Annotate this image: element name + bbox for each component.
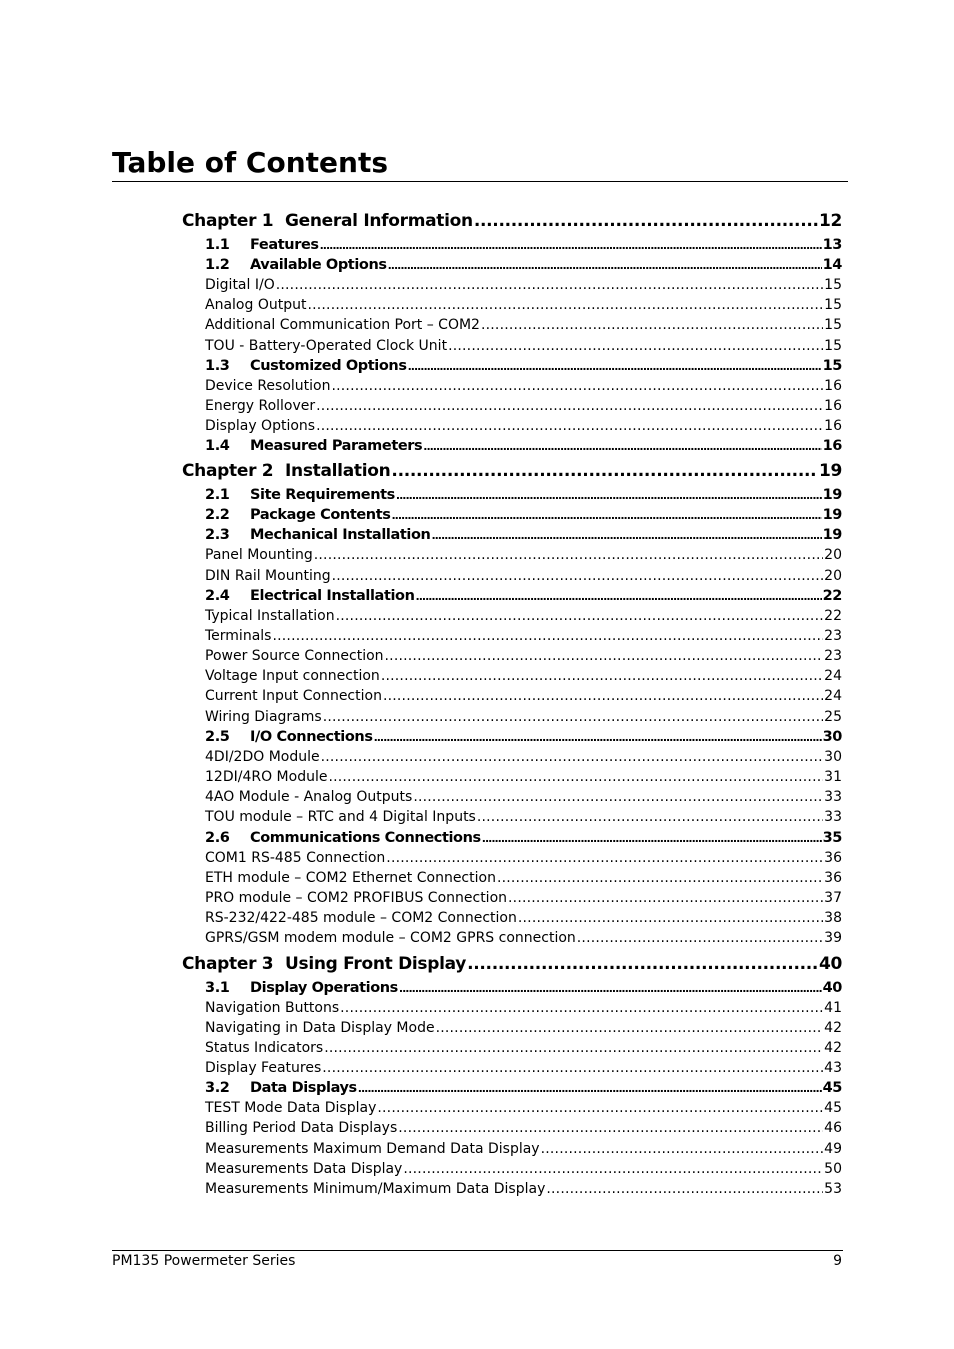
toc-dot-leader bbox=[272, 628, 823, 644]
toc-entry-label bbox=[182, 211, 473, 231]
toc-entry-page: 42 bbox=[824, 1019, 842, 1036]
toc-dot-leader bbox=[381, 668, 823, 684]
toc-entry-label bbox=[205, 297, 306, 313]
toc-entry-title: Communications Connections bbox=[250, 829, 481, 846]
toc-entry-sub[interactable] bbox=[205, 930, 842, 950]
toc-entry-page: 23 bbox=[824, 627, 842, 644]
toc-entry-label bbox=[205, 980, 398, 996]
toc-dot-leader bbox=[399, 982, 822, 995]
toc-entry-title: Display Features bbox=[205, 1060, 322, 1077]
toc-entry-sub[interactable] bbox=[205, 628, 842, 648]
toc-entry-label bbox=[205, 1040, 323, 1056]
toc-entry-title: Panel Mounting bbox=[205, 547, 313, 564]
toc-entry-label bbox=[205, 648, 384, 664]
toc-entry-page: 31 bbox=[824, 769, 842, 785]
toc-entry-label bbox=[205, 729, 373, 745]
toc-entry-page: 13 bbox=[822, 237, 842, 253]
toc-entry-title: Navigation Buttons bbox=[205, 999, 340, 1016]
toc-entry-label bbox=[205, 277, 275, 293]
toc-entry-title: Electrical Installation bbox=[250, 587, 415, 604]
toc-entry-label bbox=[205, 1020, 435, 1036]
toc-entry-page: 33 bbox=[824, 789, 842, 806]
toc-entry-label bbox=[205, 1161, 402, 1177]
toc-entry-page: 23 bbox=[824, 648, 842, 665]
toc-entry-page: 37 bbox=[824, 889, 842, 906]
toc-entry-label bbox=[205, 789, 412, 805]
toc-entry-page: 39 bbox=[824, 930, 842, 947]
toc-dot-leader bbox=[340, 1000, 823, 1016]
toc-entry-page: 16 bbox=[822, 438, 842, 455]
toc-entry-title: ETH module – COM2 Ethernet Connection bbox=[205, 869, 496, 886]
toc-entry-title: Features bbox=[250, 237, 319, 253]
toc-entry-label bbox=[205, 890, 507, 906]
toc-entry-page: 33 bbox=[824, 809, 842, 826]
toc-entry-sub[interactable] bbox=[205, 1060, 842, 1080]
toc-entry-title: GPRS/GSM modem module – COM2 GPRS connection bbox=[205, 930, 576, 947]
toc-entry-title: General Information bbox=[285, 211, 473, 231]
toc-dot-leader bbox=[416, 590, 822, 603]
toc-entry-page: 15 bbox=[824, 337, 842, 354]
toc-entry-label bbox=[205, 769, 327, 785]
toc-entry-sub[interactable] bbox=[205, 1020, 842, 1040]
toc-entry-label bbox=[205, 257, 387, 273]
toc-entry-chapter[interactable] bbox=[182, 461, 842, 487]
toc-entry-sub[interactable] bbox=[205, 277, 842, 297]
toc-entry-page: 16 bbox=[824, 397, 842, 414]
toc-entry-label bbox=[205, 237, 319, 253]
toc-entry-title: DIN Rail Mounting bbox=[205, 567, 331, 584]
toc-entry-section[interactable] bbox=[205, 1080, 842, 1100]
toc-dot-leader bbox=[546, 1181, 823, 1197]
toc-entry-section[interactable] bbox=[205, 507, 842, 527]
toc-entry-page: 19 bbox=[818, 461, 842, 482]
toc-entry-title: Voltage Input connection bbox=[205, 668, 380, 685]
footer-document-title: PM135 Powermeter Series bbox=[112, 1253, 296, 1269]
toc-entry-page: 49 bbox=[824, 1140, 842, 1157]
toc-entry-sub[interactable] bbox=[205, 789, 842, 809]
toc-entry-page: 46 bbox=[824, 1120, 842, 1137]
toc-entry-number: 1.2 bbox=[205, 257, 230, 273]
toc-entry-page: 30 bbox=[822, 728, 842, 745]
toc-entry-title: Data Displays bbox=[250, 1080, 357, 1097]
toc-entry-title: Package Contents bbox=[250, 507, 391, 524]
toc-entry-title: I/O Connections bbox=[250, 728, 373, 745]
toc-dot-leader bbox=[436, 1020, 824, 1036]
toc-entry-section[interactable] bbox=[205, 358, 842, 378]
toc-entry-sub[interactable] bbox=[205, 378, 842, 398]
toc-dot-leader bbox=[474, 211, 818, 231]
toc-dot-leader bbox=[332, 568, 824, 584]
toc-entry-title: Customized Options bbox=[250, 357, 407, 374]
toc-entry-title: Measurements Minimum/Maximum Data Display bbox=[205, 1181, 546, 1197]
toc-dot-leader bbox=[383, 688, 823, 704]
toc-dot-leader bbox=[391, 509, 821, 522]
toc-entry-title: Energy Rollover bbox=[205, 397, 316, 414]
toc-entry-section[interactable] bbox=[205, 980, 842, 1000]
toc-entry-title: Measured Parameters bbox=[250, 438, 423, 455]
toc-entry-title: Measurements Data Display bbox=[205, 1160, 403, 1177]
toc-entry-label bbox=[205, 930, 576, 946]
toc-entry-sub[interactable] bbox=[205, 809, 842, 829]
toc-entry-label bbox=[182, 954, 466, 974]
toc-dot-leader bbox=[323, 709, 823, 725]
toc-dot-leader bbox=[482, 832, 822, 845]
toc-entry-label bbox=[205, 438, 422, 454]
toc-entry-label bbox=[205, 378, 330, 394]
toc-entry-sub[interactable] bbox=[205, 648, 842, 668]
toc-entry-page: 38 bbox=[824, 910, 842, 927]
toc-entry-label bbox=[205, 668, 380, 684]
toc-entry-sub[interactable] bbox=[205, 890, 842, 910]
toc-entry-title: TEST Mode Data Display bbox=[205, 1100, 377, 1117]
toc-entry-label bbox=[205, 910, 517, 926]
toc-entry-section[interactable] bbox=[205, 257, 842, 277]
toc-entry-title: Display Operations bbox=[250, 979, 398, 996]
toc-entry-title: Device Resolution bbox=[205, 377, 331, 394]
toc-entry-label bbox=[205, 338, 447, 354]
toc-dot-leader bbox=[385, 648, 824, 664]
toc-dot-leader bbox=[377, 1100, 823, 1116]
toc-entry-section[interactable] bbox=[205, 830, 842, 850]
toc-entry-title: 4DI/2DO Module bbox=[205, 748, 320, 765]
toc-entry-number: 1.1 bbox=[205, 237, 230, 253]
toc-dot-leader bbox=[431, 529, 821, 542]
toc-entry-number: 2.1 bbox=[205, 487, 230, 504]
toc-entry-title: Display Options bbox=[205, 418, 316, 435]
toc-entry-page: 19 bbox=[822, 527, 842, 544]
toc-entry-label bbox=[205, 850, 385, 866]
toc-entry-page: 45 bbox=[824, 1100, 842, 1117]
page-title: Table of Contents bbox=[112, 146, 389, 179]
toc-entry-title: Analog Output bbox=[205, 297, 307, 314]
toc-entry-sub[interactable] bbox=[205, 297, 842, 317]
toc-entry-title: Measurements Maximum Demand Data Display bbox=[205, 1140, 540, 1157]
toc-entry-sub[interactable] bbox=[205, 1181, 842, 1201]
toc-entry-sub[interactable] bbox=[205, 749, 842, 769]
toc-entry-sub[interactable] bbox=[205, 1100, 842, 1120]
toc-dot-leader bbox=[497, 870, 823, 886]
toc-entry-title: Navigating in Data Display Mode bbox=[205, 1019, 435, 1036]
toc-entry-label bbox=[205, 809, 476, 825]
toc-dot-leader bbox=[321, 749, 824, 765]
toc-entry-section[interactable] bbox=[205, 527, 842, 547]
toc-entry-sub[interactable] bbox=[205, 547, 842, 567]
toc-entry-page: 15 bbox=[824, 277, 842, 293]
toc-entry-title: 12DI/4RO Module bbox=[205, 769, 328, 785]
toc-entry-page: 20 bbox=[824, 567, 842, 584]
toc-entry-page: 30 bbox=[824, 748, 842, 765]
toc-entry-number: Chapter 3 bbox=[182, 953, 274, 974]
toc-entry-sub[interactable] bbox=[205, 850, 842, 870]
toc-entry-page: 36 bbox=[824, 849, 842, 866]
toc-entry-sub[interactable] bbox=[205, 1040, 842, 1060]
toc-entry-title: TOU - Battery-Operated Clock Unit bbox=[205, 337, 448, 354]
toc-entry-label bbox=[205, 1181, 545, 1197]
toc-dot-leader bbox=[314, 547, 823, 563]
toc-entry-number: 2.4 bbox=[205, 587, 230, 604]
toc-entry-label bbox=[205, 830, 481, 846]
toc-entry-label bbox=[205, 1141, 540, 1157]
toc-dot-leader bbox=[388, 259, 822, 272]
toc-entry-label bbox=[205, 358, 407, 374]
toc-entry-title: TOU module – RTC and 4 Digital Inputs bbox=[205, 809, 476, 826]
toc-entry-label bbox=[205, 568, 331, 584]
toc-dot-leader bbox=[467, 954, 818, 974]
toc-dot-leader bbox=[396, 489, 822, 502]
toc-entry-page: 16 bbox=[824, 377, 842, 394]
toc-dot-leader bbox=[481, 317, 823, 333]
toc-entry-section[interactable] bbox=[205, 487, 842, 507]
toc-dot-leader bbox=[477, 809, 823, 825]
toc-entry-label bbox=[205, 709, 322, 725]
toc-entry-sub[interactable] bbox=[205, 317, 842, 337]
toc-entry-title: Status Indicators bbox=[205, 1039, 324, 1056]
toc-entry-label bbox=[205, 870, 496, 886]
toc-entry-chapter[interactable] bbox=[182, 954, 842, 980]
footer-page-number: 9 bbox=[833, 1253, 842, 1269]
toc-entry-sub[interactable] bbox=[205, 1120, 842, 1140]
toc-dot-leader bbox=[316, 418, 823, 434]
toc-entry-page: 45 bbox=[822, 1080, 842, 1097]
toc-entry-page: 42 bbox=[824, 1039, 842, 1056]
toc-dot-leader bbox=[276, 277, 823, 293]
toc-entry-sub[interactable] bbox=[205, 910, 842, 930]
toc-entry-page: 43 bbox=[824, 1060, 842, 1077]
toc-entry-title: Typical Installation bbox=[205, 607, 335, 624]
toc-entry-page: 14 bbox=[822, 257, 842, 273]
toc-entry-label bbox=[205, 608, 335, 624]
toc-dot-leader bbox=[448, 338, 823, 354]
footer-divider bbox=[112, 1250, 843, 1251]
toc-entry-page: 25 bbox=[824, 708, 842, 725]
toc-entry-number: Chapter 2 bbox=[182, 461, 274, 482]
toc-entry-section[interactable] bbox=[205, 588, 842, 608]
toc-entry-sub[interactable] bbox=[205, 1141, 842, 1161]
toc-entry-page: 22 bbox=[822, 587, 842, 604]
toc-entry-title: Terminals bbox=[205, 627, 272, 644]
toc-entry-title: Mechanical Installation bbox=[250, 527, 431, 544]
toc-entry-label bbox=[205, 1100, 376, 1116]
toc-entry-page: 50 bbox=[824, 1160, 842, 1177]
toc-entry-page: 16 bbox=[824, 418, 842, 435]
toc-entry-title: Available Options bbox=[250, 257, 387, 273]
toc-entry-label bbox=[205, 487, 395, 503]
toc-entry-title: Power Source Connection bbox=[205, 648, 384, 665]
toc-entry-sub[interactable] bbox=[205, 870, 842, 890]
toc-entry-number: 2.3 bbox=[205, 527, 230, 544]
toc-entry-title: Site Requirements bbox=[250, 487, 395, 504]
toc-dot-leader bbox=[336, 608, 824, 624]
toc-entry-label bbox=[205, 1060, 321, 1076]
toc-entry-number: 3.2 bbox=[205, 1080, 230, 1097]
toc-entry-label bbox=[205, 547, 313, 563]
toc-entry-page: 24 bbox=[824, 688, 842, 705]
toc-entry-sub[interactable] bbox=[205, 1161, 842, 1181]
toc-entry-page: 22 bbox=[824, 607, 842, 624]
toc-dot-leader bbox=[324, 1040, 823, 1056]
toc-entry-page: 35 bbox=[822, 829, 842, 846]
toc-entry-sub[interactable] bbox=[205, 688, 842, 708]
toc-dot-leader bbox=[408, 360, 822, 373]
toc-entry-page: 41 bbox=[824, 999, 842, 1016]
toc-entry-page: 19 bbox=[822, 487, 842, 504]
toc-entry-label bbox=[205, 588, 415, 604]
toc-dot-leader bbox=[331, 378, 823, 394]
table-of-contents bbox=[182, 208, 842, 1201]
toc-entry-page: 19 bbox=[822, 507, 842, 524]
toc-dot-leader bbox=[508, 890, 823, 906]
toc-entry-number: 2.2 bbox=[205, 507, 230, 524]
toc-dot-leader bbox=[413, 789, 823, 805]
toc-entry-label bbox=[205, 1000, 339, 1016]
toc-dot-leader bbox=[322, 1060, 823, 1076]
toc-entry-label bbox=[205, 1080, 357, 1096]
toc-entry-label bbox=[205, 398, 315, 414]
title-divider bbox=[112, 181, 848, 182]
toc-dot-leader bbox=[541, 1141, 824, 1157]
toc-entry-page: 15 bbox=[822, 357, 842, 374]
toc-entry-page: 12 bbox=[818, 211, 842, 231]
toc-dot-leader bbox=[358, 1082, 822, 1095]
toc-entry-title: COM1 RS-485 Connection bbox=[205, 849, 386, 866]
toc-entry-number: 1.3 bbox=[205, 357, 230, 374]
toc-entry-sub[interactable] bbox=[205, 568, 842, 588]
toc-entry-title: Installation bbox=[285, 461, 391, 482]
toc-entry-title: Digital I/O bbox=[205, 277, 275, 293]
toc-dot-leader bbox=[391, 461, 818, 481]
toc-entry-sub[interactable] bbox=[205, 608, 842, 628]
toc-entry-label bbox=[182, 461, 390, 481]
toc-entry-number: Chapter 1 bbox=[182, 211, 274, 231]
toc-entry-label bbox=[205, 527, 430, 543]
toc-dot-leader bbox=[518, 910, 823, 926]
toc-entry-label bbox=[205, 628, 271, 644]
toc-dot-leader bbox=[320, 239, 822, 252]
toc-entry-sub[interactable] bbox=[205, 668, 842, 688]
toc-entry-label bbox=[205, 1120, 397, 1136]
toc-dot-leader bbox=[374, 731, 822, 744]
toc-entry-section[interactable] bbox=[205, 438, 842, 458]
toc-entry-sub[interactable] bbox=[205, 398, 842, 418]
toc-entry-number: 1.4 bbox=[205, 438, 230, 455]
toc-entry-number: 2.6 bbox=[205, 829, 230, 846]
toc-entry-title: 4AO Module - Analog Outputs bbox=[205, 789, 413, 806]
toc-entry-title: RS-232/422-485 module – COM2 Connection bbox=[205, 910, 517, 927]
toc-entry-label bbox=[205, 317, 480, 333]
toc-entry-sub[interactable] bbox=[205, 418, 842, 438]
toc-entry-number: 3.1 bbox=[205, 979, 230, 996]
toc-entry-sub[interactable] bbox=[205, 338, 842, 358]
toc-dot-leader bbox=[403, 1161, 823, 1177]
toc-entry-chapter[interactable] bbox=[182, 211, 842, 237]
toc-entry-title: Using Front Display bbox=[285, 953, 467, 974]
toc-entry-page: 20 bbox=[824, 547, 842, 564]
toc-dot-leader bbox=[307, 297, 823, 313]
toc-entry-title: Billing Period Data Displays bbox=[205, 1120, 398, 1137]
toc-entry-section[interactable] bbox=[205, 237, 842, 257]
toc-entry-page: 53 bbox=[824, 1181, 842, 1197]
toc-entry-page: 36 bbox=[824, 869, 842, 886]
toc-entry-title: Additional Communication Port – COM2 bbox=[205, 317, 480, 334]
toc-entry-sub[interactable] bbox=[205, 769, 842, 789]
toc-entry-title: Current Input Connection bbox=[205, 688, 382, 705]
toc-entry-sub[interactable] bbox=[205, 709, 842, 729]
toc-dot-leader bbox=[316, 398, 823, 414]
toc-dot-leader bbox=[386, 850, 823, 866]
toc-entry-title: Wiring Diagrams bbox=[205, 708, 322, 725]
toc-entry-label bbox=[205, 507, 390, 523]
toc-dot-leader bbox=[398, 1120, 823, 1136]
toc-entry-sub[interactable] bbox=[205, 1000, 842, 1020]
toc-entry-page: 40 bbox=[818, 953, 842, 974]
toc-entry-number: 2.5 bbox=[205, 728, 230, 745]
toc-entry-label bbox=[205, 418, 315, 434]
toc-entry-title: PRO module – COM2 PROFIBUS Connection bbox=[205, 889, 508, 906]
toc-entry-page: 40 bbox=[822, 979, 842, 996]
toc-entry-label bbox=[205, 688, 382, 704]
toc-entry-section[interactable] bbox=[205, 729, 842, 749]
toc-entry-label bbox=[205, 749, 320, 765]
toc-dot-leader bbox=[577, 930, 823, 946]
toc-dot-leader bbox=[423, 440, 821, 453]
toc-entry-page: 15 bbox=[824, 317, 842, 334]
toc-entry-page: 24 bbox=[824, 668, 842, 685]
toc-entry-page: 15 bbox=[824, 297, 842, 314]
toc-dot-leader bbox=[328, 769, 823, 785]
